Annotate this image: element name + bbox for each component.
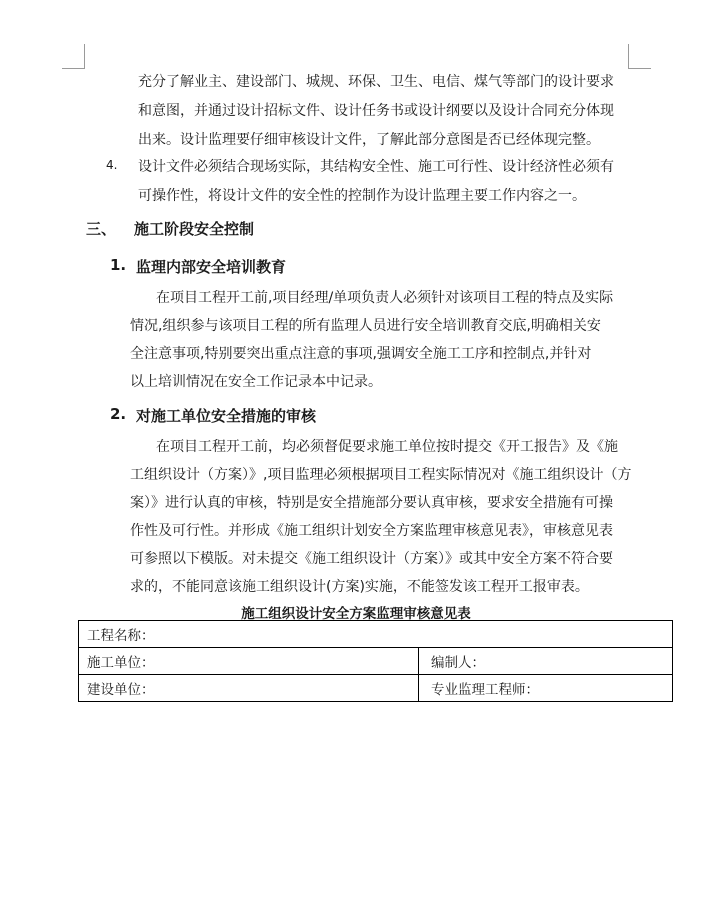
crop-mark-left-vertical — [84, 44, 85, 68]
item3-line-2: 和意图，并通过设计招标文件、设计任务书或设计纲要以及设计合同充分体现 — [138, 103, 614, 119]
form-table-title: 施工组织设计安全方案监理审核意见表 — [241, 606, 471, 622]
sub2-para-line-5: 可参照以下模版。对未提交《施工组织设计（方案）》或其中安全方案不符合要 — [130, 551, 613, 567]
sub2-para-line-4: 作性及可行性。并形成《施工组织计划安全方案监理审核意见表》，审核意见表 — [130, 523, 613, 539]
crop-mark-left-horizontal — [62, 68, 85, 69]
sub1-para-line-2: 情况,组织参与该项目工程的所有监理人员进行安全培训教育交底,明确相关安 — [130, 318, 601, 334]
review-opinion-form-table — [78, 620, 673, 702]
sub1-para-line-4: 以上培训情况在安全工作记录本中记录。 — [130, 374, 382, 390]
item3-line-1: 充分了解业主、建设部门、城规、环保、卫生、电信、煤气等部门的设计要求 — [138, 74, 614, 90]
sub2-para-line-2: 工组织设计（方案）》,项目监理必须根据项目工程实际情况对《施工组织设计（方 — [130, 467, 632, 483]
section-3-number: 三、 — [86, 220, 117, 238]
crop-mark-right-vertical — [628, 44, 629, 68]
subsection-2-title: 对施工单位安全措施的审核 — [136, 407, 317, 425]
crop-mark-right-horizontal — [628, 68, 651, 69]
sub2-para-line-1: 在项目工程开工前，均必须督促要求施工单位按时提交《开工报告》及《施 — [156, 439, 618, 455]
supervising-engineer-cell: 专业监理工程师： — [419, 675, 673, 702]
section-3-heading — [86, 218, 255, 239]
subsection-1-title: 监理内部安全培训教育 — [136, 258, 287, 276]
item3-line-3: 出来。设计监理要仔细审核设计文件，了解此部分意图是否已经体现完整。 — [138, 132, 600, 148]
table-row — [79, 648, 673, 675]
sub2-para-line-3: 案）》进行认真的审核，特别是安全措施部分要认真审核，要求安全措施有可操 — [130, 495, 613, 511]
subsection-1-number: 1. — [110, 256, 127, 274]
compiler-cell: 编制人： — [419, 648, 673, 675]
item4-line-1: 设计文件必须结合现场实际，其结构安全性、施工可行性、设计经济性必须有 — [138, 159, 614, 175]
item4-number: 4. — [106, 158, 118, 172]
subsection-2-number: 2. — [110, 405, 127, 423]
section-3-title: 施工阶段安全控制 — [134, 220, 255, 238]
sub1-para-line-1: 在项目工程开工前,项目经理/单项负责人必须针对该项目工程的特点及实际 — [156, 290, 614, 306]
sub2-para-line-6: 求的，不能同意该施工组织设计(方案)实施，不能签发该工程开工报审表。 — [130, 579, 589, 595]
building-unit-cell: 建设单位： — [79, 675, 419, 702]
project-name-cell: 工程名称： — [79, 621, 673, 648]
construction-unit-cell: 施工单位： — [79, 648, 419, 675]
item4-line-2: 可操作性，将设计文件的安全性的控制作为设计监理主要工作内容之一。 — [138, 188, 586, 204]
sub1-para-line-3: 全注意事项,特别要突出重点注意的事项,强调安全施工工序和控制点,并针对 — [130, 346, 592, 362]
table-row — [79, 621, 673, 648]
table-row — [79, 675, 673, 702]
